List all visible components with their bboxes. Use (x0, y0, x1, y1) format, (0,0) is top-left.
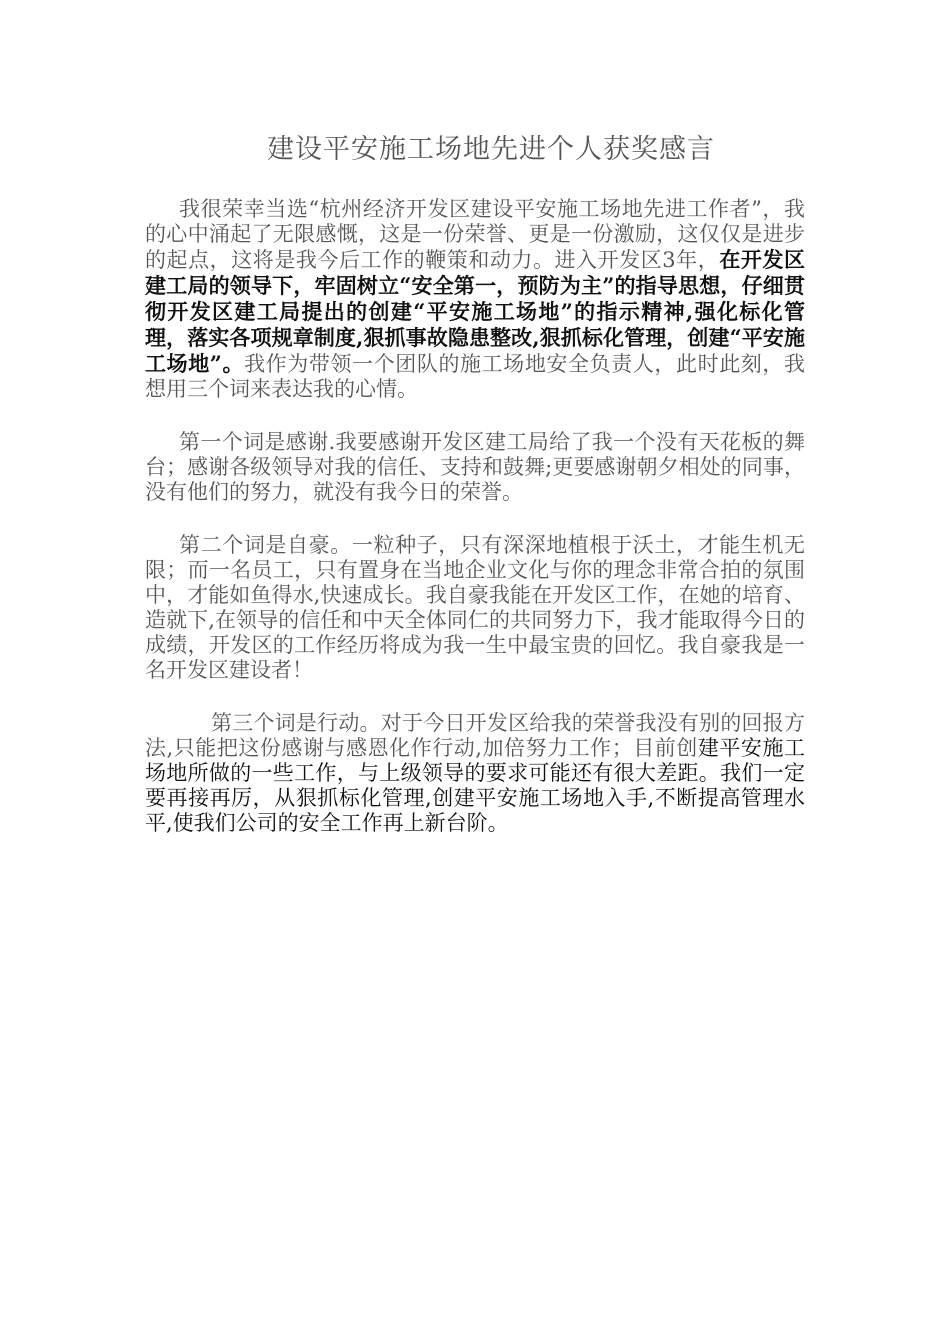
paragraph-gratitude (145, 430, 805, 505)
paragraph-text: 第一个词是感谢.我要感谢开发区建工局给了我一个没有天花板的舞台；感谢各级领导对我的信任、支持和鼓舞;更要感谢朝夕相处的同事，没有他们的努力，就没有我今日的荣誉。 (145, 430, 805, 504)
paragraph-intro (145, 197, 805, 402)
paragraph-text: 我作为带领一个团队的施工场地安全负责人，此时此刻，我想用三个词来表达我的心情。 (145, 352, 805, 401)
document-title: 建设平安施工场地先进个人获奖感言 (267, 134, 715, 165)
paragraph-text: 第二个词是自豪。一粒种子，只有深深地植根于沃土，才能生机无限；而一名员工，只有置身在当地企业文化与你的理念非常合拍的氛围中，才能如鱼得水,快速成长。我自豪我能在开发区工作，在她的培育、造就下,在领导的信任和中天全体同仁的共同努力下，我才能取得今日的成绩，开发区的工作经历将成为我一生中最宝贵的回忆。我自豪我是一名开发区建设者！ (145, 533, 805, 682)
paragraph-action (145, 711, 805, 836)
paragraph-pride (145, 533, 805, 683)
paragraph-text-emphasis: 在开发区建工局的领导下，牢固树立“安全第一，预防为主”的指导思想，仔细贯彻开发区建工局提出的创建“平安施工场地”的指示精神,强化标化管理，落实各项规章制度,狠抓事故隐患整改,狠抓标化管理，创建“平安施工场地”。 (145, 247, 806, 376)
paragraph-text-emphasis: 建平安施工场地所做的一些工作，与上级领导的要求可能还有很大差距。我们一定要再接再厉，从狠抓标化管理,创建平安施工场地入手,不断提高管理水平,使我们公司的安全工作再上新台阶。 (145, 736, 805, 835)
paragraph-text: 我很荣幸当选“杭州经济开发区建设平安施工场地先进工作者”，我的心中涌起了无限感慨，这是一份荣誉、更是一份激励，这仅仅是进步的起点，这将是我今后工作的鞭策和动力。进入开发区3年， (145, 197, 805, 272)
document-body (145, 197, 805, 864)
paragraph-text: 第三个词是行动。对于今日开发区给我的荣誉我没有别的回报方法,只能把这份感谢与感恩化作行动,加倍努力工作；目前创 (145, 711, 805, 760)
